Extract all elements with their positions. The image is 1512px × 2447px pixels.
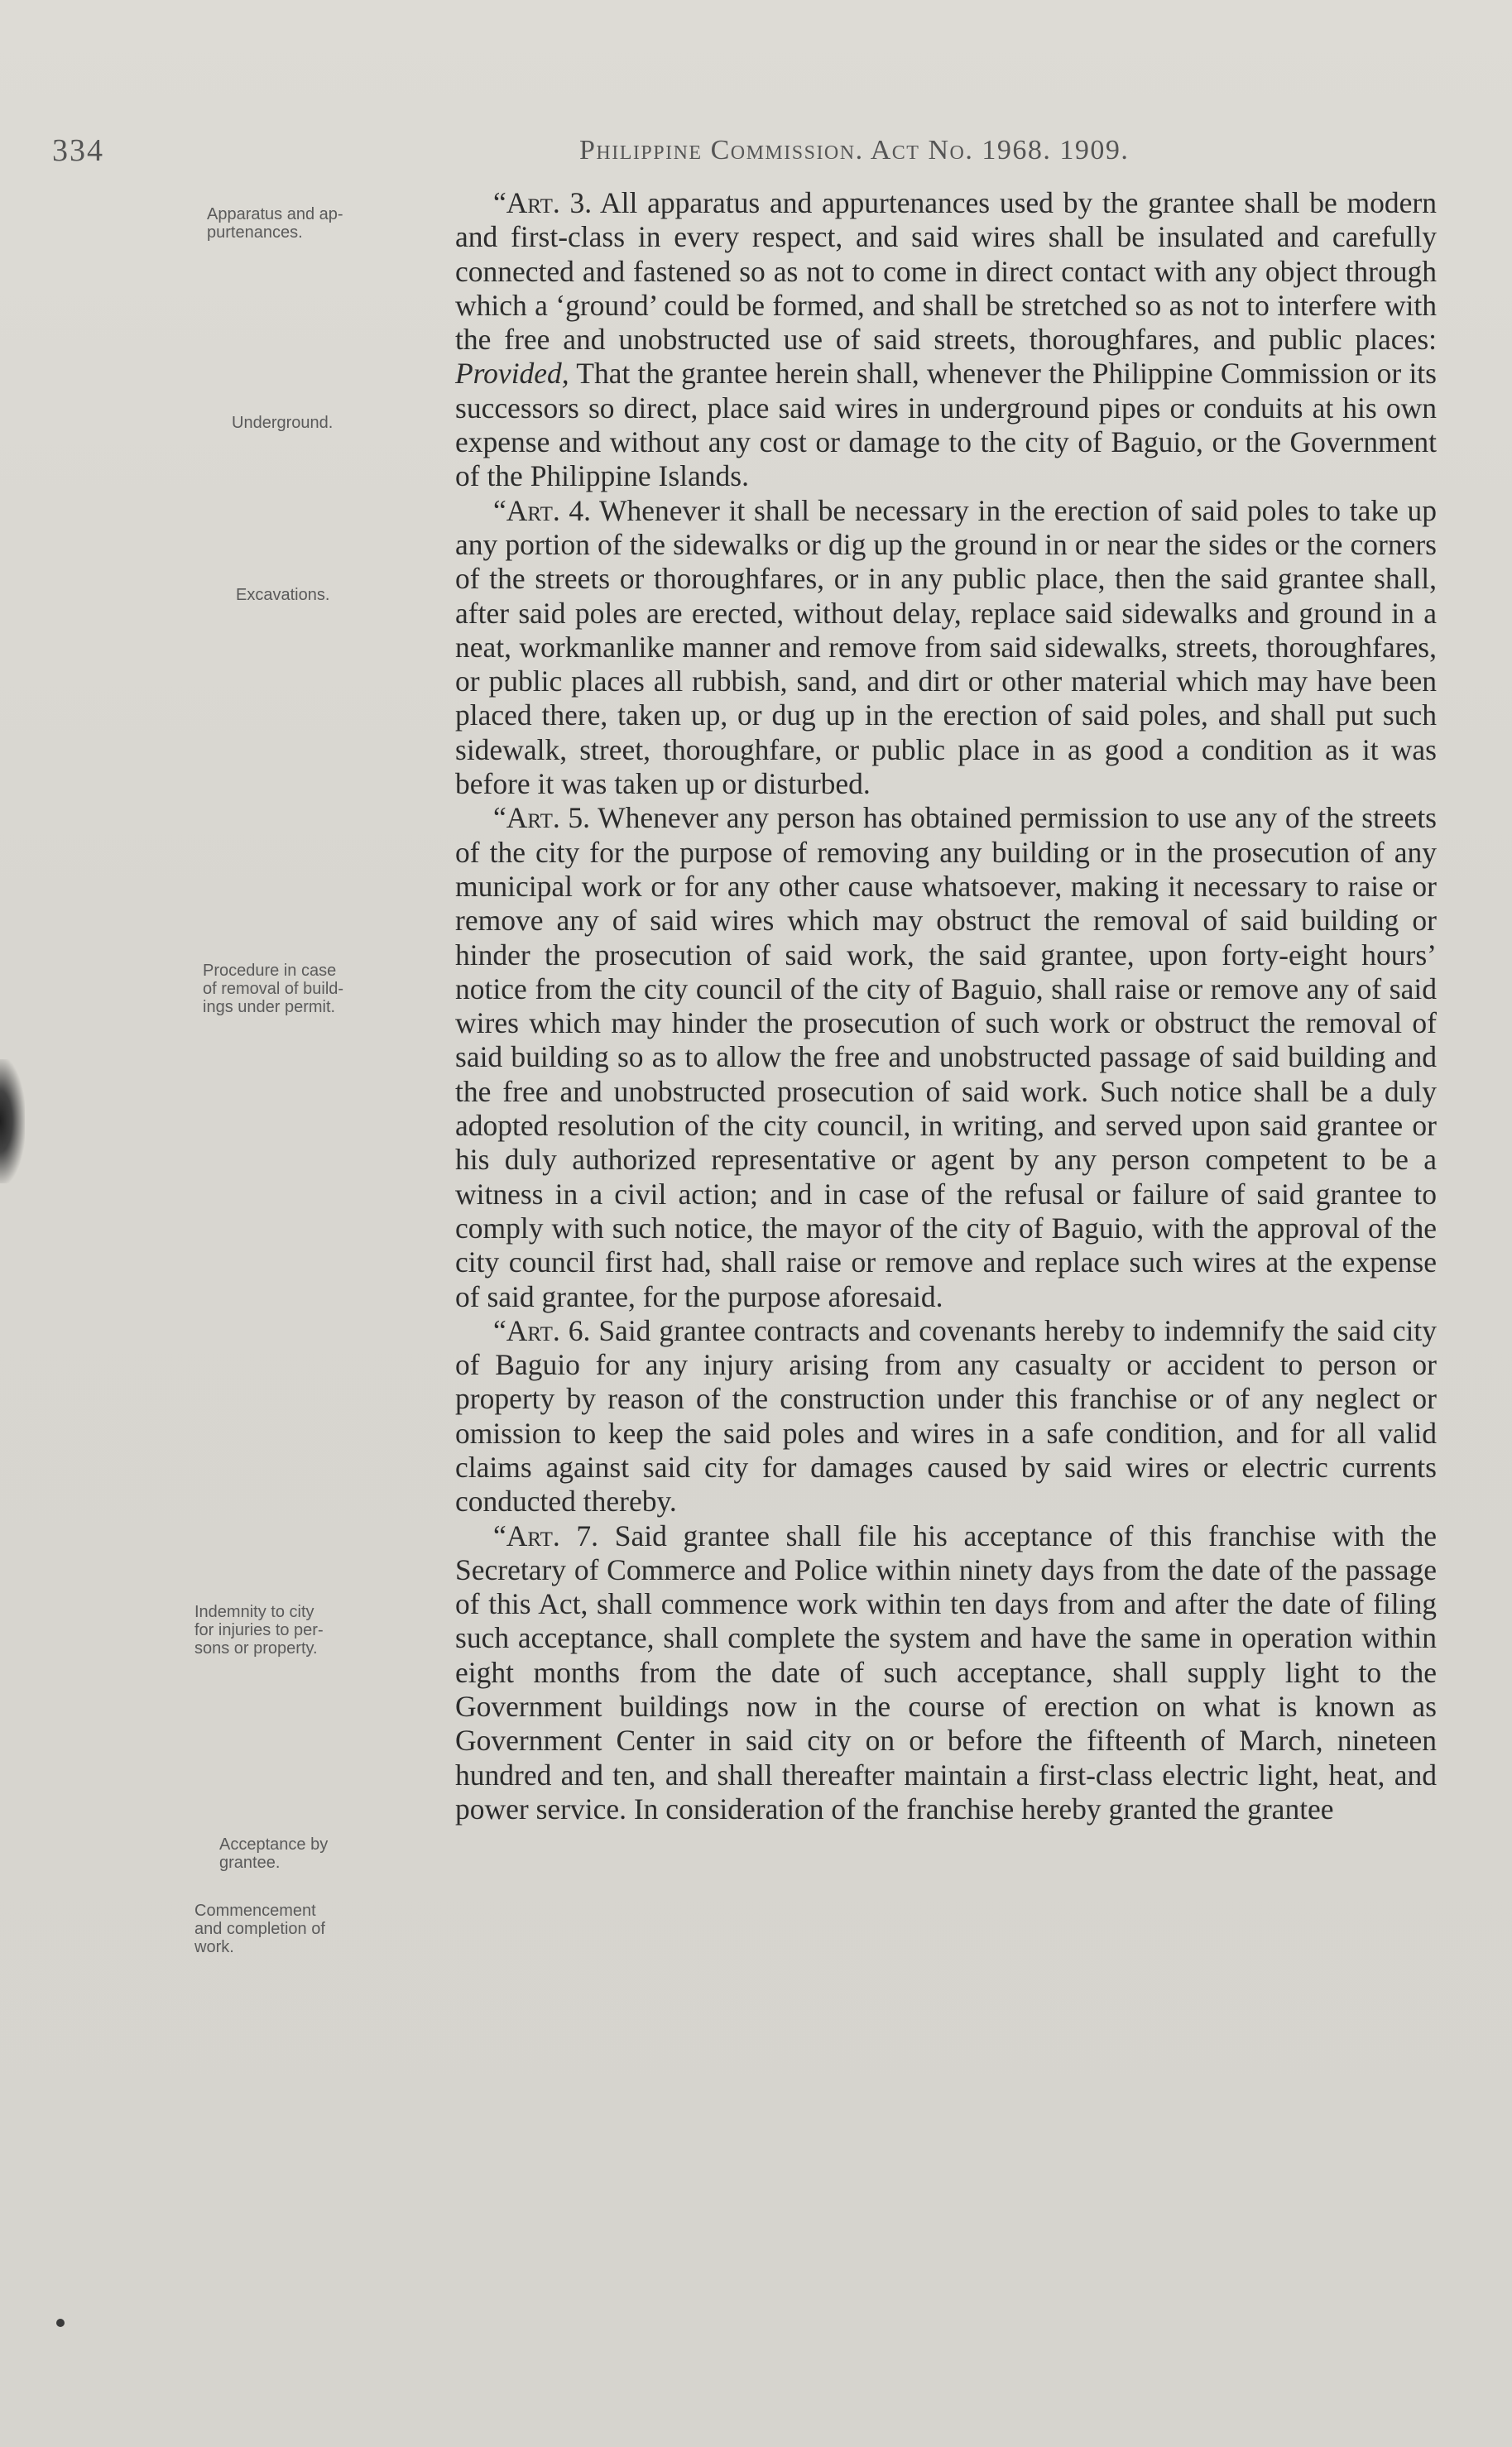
running-head: Philippine Commission. Act No. 1968. 1909. <box>579 135 1130 166</box>
article-5-label: “Art. 5. <box>493 801 591 835</box>
article-5 <box>455 801 1437 1313</box>
sidenote-commencement: Commencement and completion of work. <box>194 1902 325 1956</box>
scan-speck <box>56 2319 65 2327</box>
article-4 <box>455 494 1437 802</box>
body-text <box>455 186 1437 1826</box>
article-3-provided: Provided, <box>455 357 569 391</box>
sidenote-indemnity: Indemnity to city for injuries to per- sons or property. <box>194 1603 324 1658</box>
article-7 <box>455 1519 1437 1827</box>
sidenote-excavations: Excavations. <box>236 586 330 604</box>
article-6-label: “Art. 6. <box>493 1313 591 1347</box>
scan-edge-shadow <box>0 1059 25 1183</box>
page-number: 334 <box>52 133 104 168</box>
article-6-text: Said grantee contracts and covenants hereby to indemnify the said city of Baguio for any injury arising from any casualty or accident to person or property by reason of the construction under this franchise or of any neglect or omission to keep the said poles and wires in a safe condition, and for all valid claims against said city for damages caused by said wires or electric currents conducted thereby. <box>455 1313 1437 1519</box>
article-3-text: All apparatus and appurtenances used by the grantee shall be modern and first-class in every respect, and said wires shall be insulated and carefully connected and fastened so as not to come in direct contact with any object through which a ‘ground’ could be formed, and shall be stretched so as not to interfere with the free and unobstructed use of said streets, thoroughfares, and public places: <box>455 186 1437 357</box>
sidenote-underground: Underground. <box>232 414 334 432</box>
article-4-label: “Art. 4. <box>493 493 592 527</box>
article-5-text: Whenever any person has obtained permission to use any of the streets of the city for the purpose of removing any building or in the prosecution of any municipal work or for any other cause whatsoever, making it necessary to raise or remove any of said wires which may obstruct the removal of said building or hinder the prosecution of said work, the said grantee, upon forty-eight hours’ notice from the city council of the city of Baguio, shall raise or remove any of said wires which may hinder the prosecution of such work or obstruct the removal of said building so as to allow the free and unobstructed passage of said building and the free and unobstructed prosecution of said work. Such notice shall be a duly adopted resolution of the city council, in writing, and served upon said grantee or his duly authorized representative or agent by any person competent to be a witness in a civil action; and in case of the refusal or failure of said grantee to comply with such notice, the mayor of the city of Baguio, with the approval of the city council first had, shall raise or remove and replace such wires at the expense of said grantee, for the purpose aforesaid. <box>455 801 1437 1313</box>
article-4-text: Whenever it shall be necessary in the erection of said poles to take up any portion of the sidewalks or dig up the ground in or near the sides or the corners of the streets or thoroughfares, or in any public place, then the said grantee shall, after said poles are erected, without delay, replace said sidewalks and ground in a neat, workmanlike manner and remove from said sidewalks, streets, thoroughfares, or public places all rubbish, sand, and dirt or other material which may have been placed there, taken up, or dug up in the erection of said poles, and shall put such sidewalk, street, thoroughfare, or public place in as good a condition as it was before it was taken up or disturbed. <box>455 493 1438 801</box>
sidenote-apparatus: Apparatus and ap- purtenances. <box>207 205 343 242</box>
sidenote-acceptance: Acceptance by grantee. <box>219 1835 329 1872</box>
article-3 <box>455 186 1437 494</box>
article-7-text: Said grantee shall file his acceptance of this franchise with the Secretary of Commerce and Police within ninety days from the date of the passage of this Act, shall commence work within ten days from and after the date of filing such acceptance, shall complete the system and have the same in operation within eight months from the date of such acceptance, shall supply light to the Government buildings now in the course of erection on what is known as Government Center in said city on or before the fifteenth of March, nineteen hundred and ten, and shall thereafter maintain a first-class electric light, heat, and power service. In consideration of the franchise hereby granted the grantee <box>455 1519 1437 1826</box>
article-3-text-continued: That the grantee herein shall, whenever the Philippine Commission or its successors so direct, place said wires in underground pipes or conduits at his own expense and without any cost or damage to the city of Baguio, or the Government of the Philippine Islands. <box>455 357 1437 493</box>
article-6 <box>455 1314 1437 1519</box>
sidenote-procedure: Procedure in case of removal of build- ings under permit. <box>203 962 344 1016</box>
article-3-label: “Art. 3. <box>493 186 593 219</box>
article-7-label: “Art. 7. <box>493 1519 599 1552</box>
